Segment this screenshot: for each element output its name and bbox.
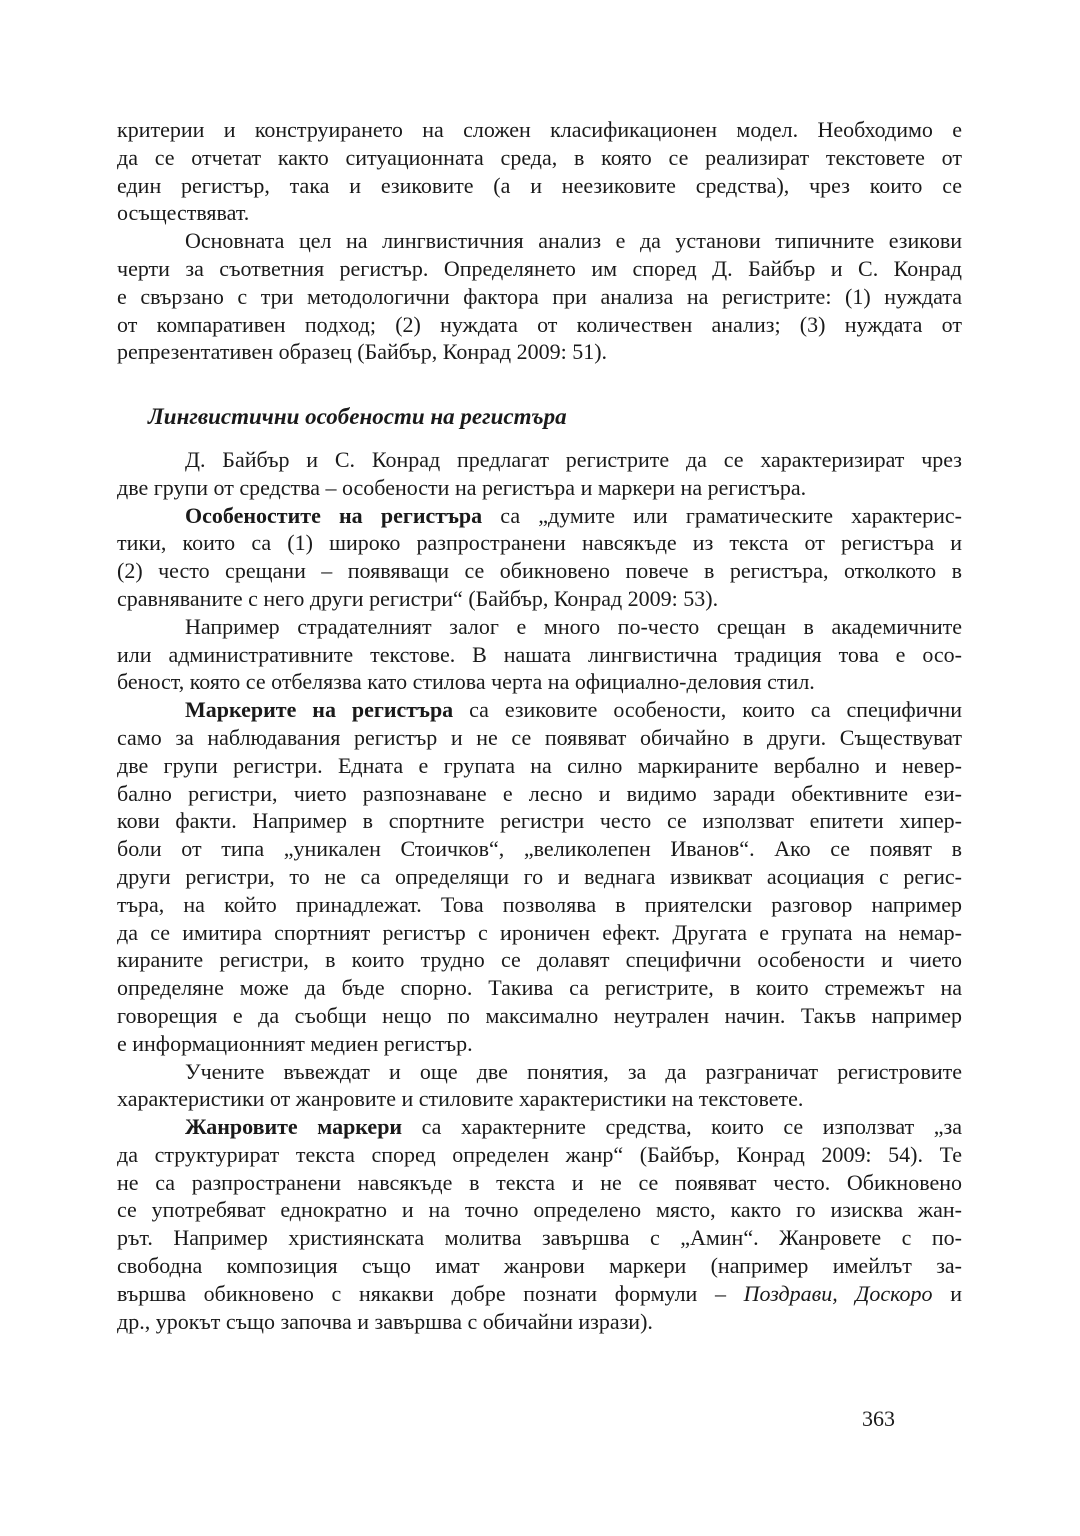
text-span: са характерните средства, които се използват „за [402,1114,962,1140]
paragraph [117,502,962,613]
text-span: бално регистри, чието разпознаване е лесно и видимо заради обективните ези- [117,780,962,806]
text-line [117,1141,962,1169]
page-number: 363 [862,1406,895,1431]
text-span: Например страдателният залог е много по-често срещан в академичните [185,613,962,639]
text-line [117,199,962,227]
text-line [117,172,962,200]
paragraph [117,116,962,227]
text-span: кови факти. Например в спортните регистри често се използват епитети хипер- [117,808,962,834]
text-span: тики, които са (1) широко разпространени навсякъде из текста от регистъра и [117,530,962,556]
text-line [117,529,962,557]
text-line [117,752,962,780]
text-span: две групи от средства – особености на регистъра и маркери на регистъра. [117,474,807,500]
text-span: две групи регистри. Едната е групата на силно маркираните вербално и невер- [117,752,962,778]
text-span: един регистър, така и езиковите (а и неезиковите средства), чрез които се [117,172,962,198]
text-line [117,974,962,1002]
text-span: само за наблюдавания регистър и не се появяват обичайно в други. Съществуват [117,724,962,750]
text-span: осъществяват. [117,200,250,226]
text-line [117,1002,962,1030]
text-span: репрезентативен образец (Байбър, Конрад 2009: 51). [117,339,608,365]
paragraph [117,227,962,366]
text-span: кираните регистри, в които трудно се долавят специфични особености и чието [117,947,962,973]
text-line [117,255,962,283]
page-body [117,116,962,1335]
text-span: е свързано с три методологични фактора при анализа на регистрите: (1) нуждата [117,283,962,309]
text-line [117,696,962,724]
text-line [117,1280,962,1308]
text-line [117,585,962,613]
text-span: беност, която се отбелязва като стилова черта на официално-деловия стил. [117,669,815,695]
bold-term: Жанровите маркери [185,1114,403,1140]
text-span: боли от типа „уникален Стоичков“, „великолепен Иванов“. Ако се появят в [117,836,962,862]
paragraph [117,446,962,502]
text-line [117,502,962,530]
text-line [117,1113,962,1141]
text-line [117,1196,962,1224]
text-line [117,557,962,585]
text-span: др., урокът също започва и завършва с обичайни изрази). [117,1308,653,1334]
text-span: други регистри, то не са определящи го и веднага извикват асоциация с регис- [117,863,962,889]
text-line [117,780,962,808]
text-span: свободна композиция също имат жанрови маркери (например имейлът за- [117,1253,962,1279]
bold-term: Особеностите на регистъра [185,502,483,528]
text-span: се употребяват еднократно и на точно определено място, както го изисква жан- [117,1197,962,1223]
text-span: не са разпространени навсякъде в текста и не се появяват често. Обикновено [117,1169,962,1195]
paragraph [117,1058,962,1114]
text-line [117,863,962,891]
text-line [117,1224,962,1252]
text-span: да се отчетат както ситуационната среда, в която се реализират текстовете от [117,144,962,170]
text-line [117,891,962,919]
text-line [117,668,962,696]
text-span: или административните текстове. В нашата лингвистична традиция това е осо- [117,641,962,667]
text-line [117,613,962,641]
text-span: критерии и конструирането на сложен класификационен модел. Необходимо е [117,117,962,142]
italic-text: Поздрави, Доскоро [743,1280,933,1306]
text-line [117,227,962,255]
text-span: и [932,1280,962,1306]
text-span: Д. Байбър и С. Конрад предлагат регистрите да се характеризират чрез [185,446,962,472]
text-span: търа, на който принадлежат. Това позволява в приятелски разговор например [117,891,962,917]
text-span: (2) често срещани – появяващи се обикновено повече в регистъра, отколкото в [117,558,962,584]
text-span: да се имитира спортният регистър с ироничен ефект. Другата е групата на немар- [117,919,962,945]
text-span: е информационният медиен регистър. [117,1030,473,1056]
text-span: са езиковите особености, които са специфични [453,697,962,723]
text-line [117,1308,962,1336]
text-span: черти за съответния регистър. Определянето им според Д. Байбър и С. Конрад [117,255,962,281]
text-span: Учените въвеждат и още две понятия, за да разграничат регистровите [185,1058,962,1084]
text-line [117,116,962,144]
text-span: Основната цел на лингвистичния анализ е да установи типичните езикови [185,228,962,254]
text-span: сравняваните с него други регистри“ (Байбър, Конрад 2009: 53). [117,585,719,611]
text-line [117,1058,962,1086]
bold-term: Маркерите на регистъра [185,697,454,723]
text-span: говорещия е да съобщи нещо по максимално неутрален начин. Такъв например [117,1002,962,1028]
text-line [117,724,962,752]
text-line [117,835,962,863]
text-span: да структурират текста според определен жанр“ (Байбър, Конрад 2009: 54). Те [117,1141,962,1167]
text-span: характеристики от жанровите и стиловите характеристики на текстовете. [117,1086,804,1112]
text-line [117,641,962,669]
text-span: вършва обикновено с някакви добре познати формули – [117,1280,744,1306]
text-line [117,1252,962,1280]
text-line [117,446,962,474]
text-line [117,311,962,339]
text-line [117,283,962,311]
section-heading: Лингвистични особености на регистъра [148,404,567,430]
paragraph [117,696,962,1057]
paragraph [117,613,962,696]
text-span: са „думите или граматическите характерис- [482,502,962,528]
text-line [117,919,962,947]
text-line [117,144,962,172]
text-line [117,946,962,974]
text-line [117,1169,962,1197]
text-span: рът. Например християнската молитва завършва с „Амин“. Жанровете с по- [117,1225,962,1251]
text-line [117,338,962,366]
text-span: определяне може да бъде спорно. Такива са регистрите, в които стремежът на [117,975,962,1001]
paragraph [117,1113,962,1335]
text-line [117,1085,962,1113]
text-line [117,1030,962,1058]
text-span: от компаративен подход; (2) нуждата от количествен анализ; (3) нуждата от [117,311,962,337]
text-line [117,474,962,502]
text-line [117,807,962,835]
